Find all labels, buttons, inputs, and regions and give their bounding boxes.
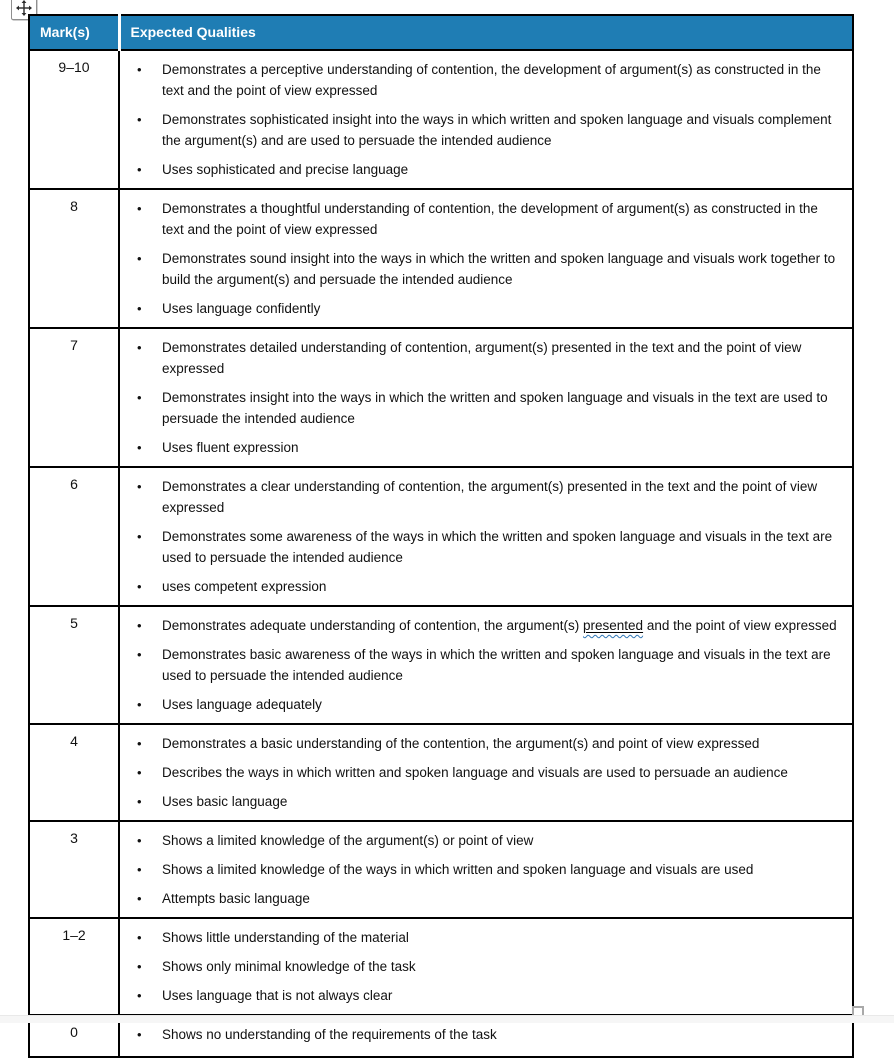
bullet-glyph: • bbox=[137, 579, 142, 594]
qualities-cell bbox=[119, 821, 853, 918]
table-row bbox=[29, 821, 853, 918]
bullet-glyph: • bbox=[137, 301, 142, 316]
qualities-cell bbox=[119, 606, 853, 724]
bullet-item bbox=[120, 927, 840, 948]
bullet-text: Uses sophisticated and precise language bbox=[162, 162, 409, 177]
bullet-item bbox=[120, 791, 840, 812]
mark-value: 3 bbox=[70, 830, 78, 846]
bullet-item bbox=[120, 198, 840, 240]
bullet-item bbox=[120, 298, 840, 319]
bullet-glyph: • bbox=[137, 794, 142, 809]
header-marks: Mark(s) bbox=[29, 15, 119, 50]
bullet-text: Shows a limited knowledge of the argument(s) or point of view bbox=[162, 833, 534, 848]
mark-value: 1–2 bbox=[62, 927, 86, 943]
mark-cell bbox=[29, 328, 119, 467]
bullet-item bbox=[120, 248, 840, 290]
bullet-glyph: • bbox=[137, 736, 142, 751]
header-expected-qualities: Expected Qualities bbox=[119, 15, 853, 50]
bullet-text: Uses language that is not always clear bbox=[162, 988, 393, 1003]
mark-value: 8 bbox=[70, 198, 78, 214]
bullet-text: Shows no understanding of the requirements of the task bbox=[162, 1027, 497, 1042]
bullet-text: Shows a limited knowledge of the ways in which written and spoken language and visuals are used bbox=[162, 862, 754, 877]
bullet-glyph: • bbox=[137, 251, 142, 266]
table-row bbox=[29, 50, 853, 189]
bullet-item bbox=[120, 830, 840, 851]
bullet-glyph: • bbox=[137, 833, 142, 848]
mark-cell bbox=[29, 821, 119, 918]
bullet-text: Demonstrates some awareness of the ways in which the written and spoken language and visuals in the text are used to persuade the intended audience bbox=[162, 529, 833, 565]
bullet-glyph: • bbox=[137, 340, 142, 355]
grammar-underline bbox=[583, 618, 643, 633]
bullet-glyph: • bbox=[137, 765, 142, 780]
bullet-text: Uses language confidently bbox=[162, 301, 321, 316]
bullet-glyph: • bbox=[137, 62, 142, 77]
rubric-rows bbox=[29, 50, 853, 1057]
mark-value: 0 bbox=[70, 1024, 78, 1040]
bullet-glyph: • bbox=[137, 930, 142, 945]
bullet-item bbox=[120, 437, 840, 458]
bullet-text: Describes the ways in which written and spoken language and visuals are used to persuade an audience bbox=[162, 765, 788, 780]
table-row bbox=[29, 467, 853, 606]
bullet-item bbox=[120, 762, 840, 783]
bullet-text: Demonstrates detailed understanding of contention, argument(s) presented in the text and the point of view expressed bbox=[162, 340, 802, 376]
mark-cell bbox=[29, 189, 119, 328]
mark-cell bbox=[29, 467, 119, 606]
bullet-text: Demonstrates adequate understanding of contention, the argument(s) presented and the point of view expressed bbox=[162, 618, 837, 633]
bullet-text: Demonstrates basic awareness of the ways in which the written and spoken language and visuals in the text are used to persuade the intended audience bbox=[162, 647, 831, 683]
mark-cell bbox=[29, 50, 119, 189]
qualities-cell bbox=[119, 918, 853, 1015]
mark-cell bbox=[29, 606, 119, 724]
page-edge-strip bbox=[0, 1015, 894, 1023]
mark-value: 6 bbox=[70, 476, 78, 492]
bullet-glyph: • bbox=[137, 479, 142, 494]
bullet-item bbox=[120, 59, 840, 101]
bullet-glyph: • bbox=[137, 201, 142, 216]
bullet-text: Demonstrates a perceptive understanding of contention, the development of argument(s) as constructed in the text and the point of view expressed bbox=[162, 62, 821, 98]
table-row bbox=[29, 328, 853, 467]
mark-value: 5 bbox=[70, 615, 78, 631]
bullet-glyph: • bbox=[137, 390, 142, 405]
bullet-text: Demonstrates a clear understanding of contention, the argument(s) presented in the text and the point of view expressed bbox=[162, 479, 818, 515]
bullet-text: Demonstrates a basic understanding of the contention, the argument(s) and point of view expressed bbox=[162, 736, 760, 751]
bullet-item bbox=[120, 337, 840, 379]
bullet-text: Demonstrates insight into the ways in which the written and spoken language and visuals in the text are used to persuade the intended audience bbox=[162, 390, 828, 426]
bullet-text: Demonstrates a thoughtful understanding of contention, the development of argument(s) as constructed in the text and the point of view expressed bbox=[162, 201, 818, 237]
qualities-cell bbox=[119, 328, 853, 467]
bullet-text: Uses fluent expression bbox=[162, 440, 299, 455]
bullet-item bbox=[120, 576, 840, 597]
bullet-glyph: • bbox=[137, 697, 142, 712]
mark-value: 7 bbox=[70, 337, 78, 353]
bullet-text: Demonstrates sound insight into the ways in which the written and spoken language and visuals work together to build the argument(s) and persuade the intended audience bbox=[162, 251, 836, 287]
bullet-item bbox=[120, 888, 840, 909]
bullet-text: Shows only minimal knowledge of the task bbox=[162, 959, 416, 974]
bullet-item bbox=[120, 694, 840, 715]
bullet-item bbox=[120, 985, 840, 1006]
bullet-item bbox=[120, 159, 840, 180]
bullet-item bbox=[120, 526, 840, 568]
table-row bbox=[29, 918, 853, 1015]
bullet-glyph: • bbox=[137, 112, 142, 127]
bullet-text: Shows little understanding of the material bbox=[162, 930, 409, 945]
bullet-glyph: • bbox=[137, 862, 142, 877]
bullet-text: Uses language adequately bbox=[162, 697, 322, 712]
bullet-glyph: • bbox=[137, 618, 142, 633]
bullet-text: Demonstrates sophisticated insight into the ways in which written and spoken language and visuals complement the argument(s) and are used to persuade the intended audience bbox=[162, 112, 832, 148]
header-row bbox=[29, 15, 853, 50]
mark-cell bbox=[29, 918, 119, 1015]
bullet-item bbox=[120, 109, 840, 151]
qualities-cell bbox=[119, 189, 853, 328]
bullet-text: uses competent expression bbox=[162, 579, 327, 594]
qualities-cell bbox=[119, 50, 853, 189]
table-row bbox=[29, 724, 853, 821]
bullet-glyph: • bbox=[137, 647, 142, 662]
bullet-item bbox=[120, 644, 840, 686]
table-row bbox=[29, 189, 853, 328]
bullet-text: Attempts basic language bbox=[162, 891, 310, 906]
bullet-item bbox=[120, 956, 840, 977]
underlined-word: presented bbox=[583, 618, 644, 633]
bullet-item bbox=[120, 859, 840, 880]
bullet-item bbox=[120, 387, 840, 429]
marking-rubric-table bbox=[28, 14, 854, 1058]
bullet-glyph: • bbox=[137, 959, 142, 974]
bullet-glyph: • bbox=[137, 988, 142, 1003]
bullet-text: Uses basic language bbox=[162, 794, 288, 809]
mark-cell bbox=[29, 724, 119, 821]
bullet-item bbox=[120, 476, 840, 518]
bullet-glyph: • bbox=[137, 1027, 142, 1042]
bullet-glyph: • bbox=[137, 891, 142, 906]
bullet-glyph: • bbox=[137, 440, 142, 455]
qualities-cell bbox=[119, 467, 853, 606]
mark-value: 9–10 bbox=[58, 59, 90, 75]
bullet-item bbox=[120, 615, 840, 636]
mark-value: 4 bbox=[70, 733, 78, 749]
bullet-item bbox=[120, 733, 840, 754]
table-row bbox=[29, 606, 853, 724]
bullet-glyph: • bbox=[137, 162, 142, 177]
qualities-cell bbox=[119, 724, 853, 821]
bullet-glyph: • bbox=[137, 529, 142, 544]
bullet-item bbox=[120, 1024, 840, 1045]
